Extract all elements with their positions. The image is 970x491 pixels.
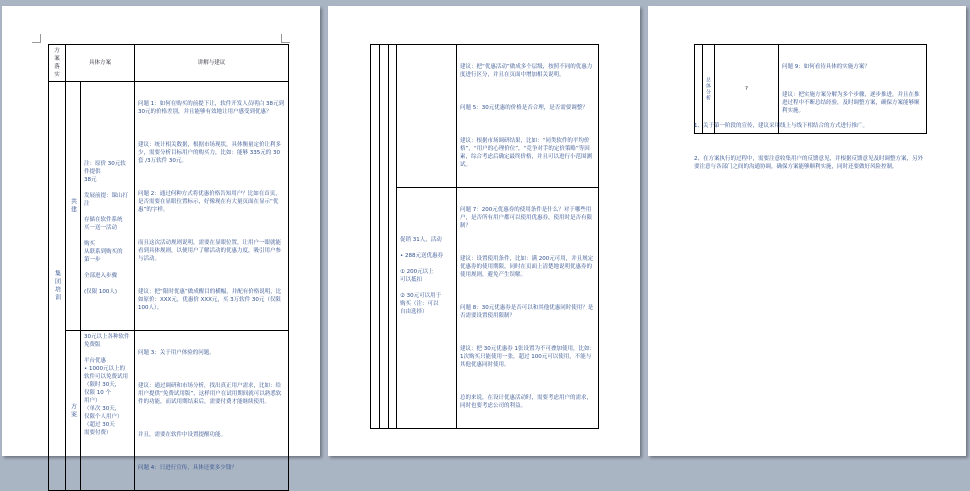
- header-cell: 方案 落实: [49, 45, 66, 82]
- notes-cell: [135, 331, 289, 491]
- notes-cell: [135, 82, 289, 331]
- note-paragraph: 问题 8：30元优惠券是否可以和其他优惠同时使用？是否需要设置使用限制？: [460, 305, 594, 319]
- note-paragraph: 建议：根据市场调研结果，比如：“同类软件的平均价格”，“用户的心理价位”，“竞争对手的定价策略”等因素，综合考虑后确定最终价格，并且可以进行小范围测试。: [460, 138, 593, 168]
- header-cell: 具体方案: [66, 45, 135, 82]
- note-paragraph: 并且，需要在软件中设置提醒功能。: [138, 432, 227, 438]
- header-cell: 讲解与建议: [135, 45, 289, 82]
- plan-cell: 30元以上各种软件 免费版 平台优惠 • 1000元以上的 软件可以免费试用 （限时 30天， 仅限 10 个 用户） （单次 30天， 仅限个人用户） （超过 30天 需要付费）: [81, 331, 135, 491]
- body-paragraph: 1、关于第一阶段的宣传，建议采用线上与线下相结合的方式进行推广。: [694, 123, 869, 129]
- note-paragraph: 问题 3：关于用户体验的问题。: [138, 350, 215, 356]
- body-paragraph: 2、在方案执行的过程中，需要注意收集用户的反馈意见，并根据反馈意见及时调整方案，另外要注意与各部门之间的沟通协调，确保方案能够顺利实施，同时还要做好风险控制。: [694, 156, 924, 170]
- note-paragraph: 问题 2：通过何种方式将优惠价格告知用户？比如在首页，是否需要在显眼位置标示，好像现在有大量页面在显示“优惠”的字样。: [138, 191, 281, 213]
- note-paragraph: 问题 4：只进行宣传，具体还要多少钱？: [138, 465, 237, 471]
- row-label: 共建: [66, 82, 81, 331]
- note-paragraph: 建议：通过调研和市场分析，找出真正用户需求，比如：给用户提供“免费试用版”，这样用户在试用期间就可以熟悉软件的功能，而试用期结束后，需要付费才能继续使用。: [138, 383, 282, 405]
- note-paragraph: 建议：把“优惠活动”做成多个层级，按照不同的优惠力度进行区分，并且在页面中增加相关说明。: [460, 64, 593, 78]
- note-paragraph: 建议：设置使用条件，比如：满 200元可用，并且规定优惠券的使用期限，同时在页面上清楚地说明优惠券的使用规则，避免产生误解。: [460, 256, 594, 278]
- plan-cell: 注：原价 30元软件提供 38元 发展前提：课山打 注 存储在软件系统 买一送一活动 购买 从联系到购买的 第一步 全部进入步骤 (仅限 100人): [81, 82, 135, 331]
- document-page-3[interactable]: [648, 6, 966, 456]
- document-page-1[interactable]: [2, 6, 320, 471]
- mark-cell: ?: [715, 45, 779, 134]
- note-paragraph: 建议：把“限时优惠”做成醒目的横幅，并配有价格说明，比如原价：XXX元，优惠价 XXX元，买 3万软件 30元（仅限 100人）。: [138, 289, 283, 311]
- plan-table: [48, 44, 289, 491]
- note-paragraph: 建议：统计相关数据，根据市场现状，具体衡量定价让利多少，需要分析目标用户的购买力，比如：能够 335元的 30套 /3万软件 30元。: [138, 142, 282, 164]
- note-paragraph: 总的来说，在设计优惠活动时，需要考虑用户的需求，同时也要考虑公司的利益。: [460, 395, 593, 409]
- plan-table-continued: [370, 44, 599, 429]
- note-paragraph: 建议：把 30元优惠券 1张设置为不可叠加使用，比如：1次购买只能使用一张，超过 100元可以使用，不能与其他优惠同时使用。: [460, 346, 595, 368]
- body-text: [694, 106, 926, 187]
- row-label: 总体分析: [703, 45, 715, 134]
- note-paragraph: 问题 9：如何看待具体的实施方案？: [782, 64, 870, 70]
- note-paragraph: 问题 7：200元优惠券的使用条件是什么？对于哪些用户，是否所有用户都可以使用优惠券，使用时是否有限制？: [460, 207, 593, 229]
- row-label: 方案: [66, 331, 81, 491]
- document-page-2[interactable]: [328, 6, 640, 456]
- crop-mark: [32, 34, 41, 43]
- side-label: 集团培训: [49, 82, 66, 491]
- note-paragraph: 而且这次活动规则说明，需要在显眼位置，让用户一眼就能看到具体规则，以便用户了解活动的优惠力度，吸引用户参与活动。: [138, 240, 282, 262]
- note-paragraph: 问题 1：如何在购买的前提下让，软件开发人员明白 38元到 30元的价格差别，并且能够有效地让用户感受到优惠？: [138, 101, 286, 115]
- crop-mark: [281, 34, 290, 43]
- notes-cell: [457, 188, 599, 429]
- note-paragraph: 问题 5：30元优惠的价格是否合理，是否需要调整？: [460, 105, 588, 111]
- note-paragraph: 建议：把实施方案分解为多个步骤，逐步推进，并且在推进过程中不断总结经验，及时调整方案，确保方案能够顺利实施。: [782, 92, 920, 114]
- plan-cell: 促销 31人，活动 • 288元送优惠券 ① 200元以上 可以抵扣 ② 30元可以用于 购买（注：可以 自由选择）: [397, 188, 457, 429]
- notes-cell: [457, 45, 599, 188]
